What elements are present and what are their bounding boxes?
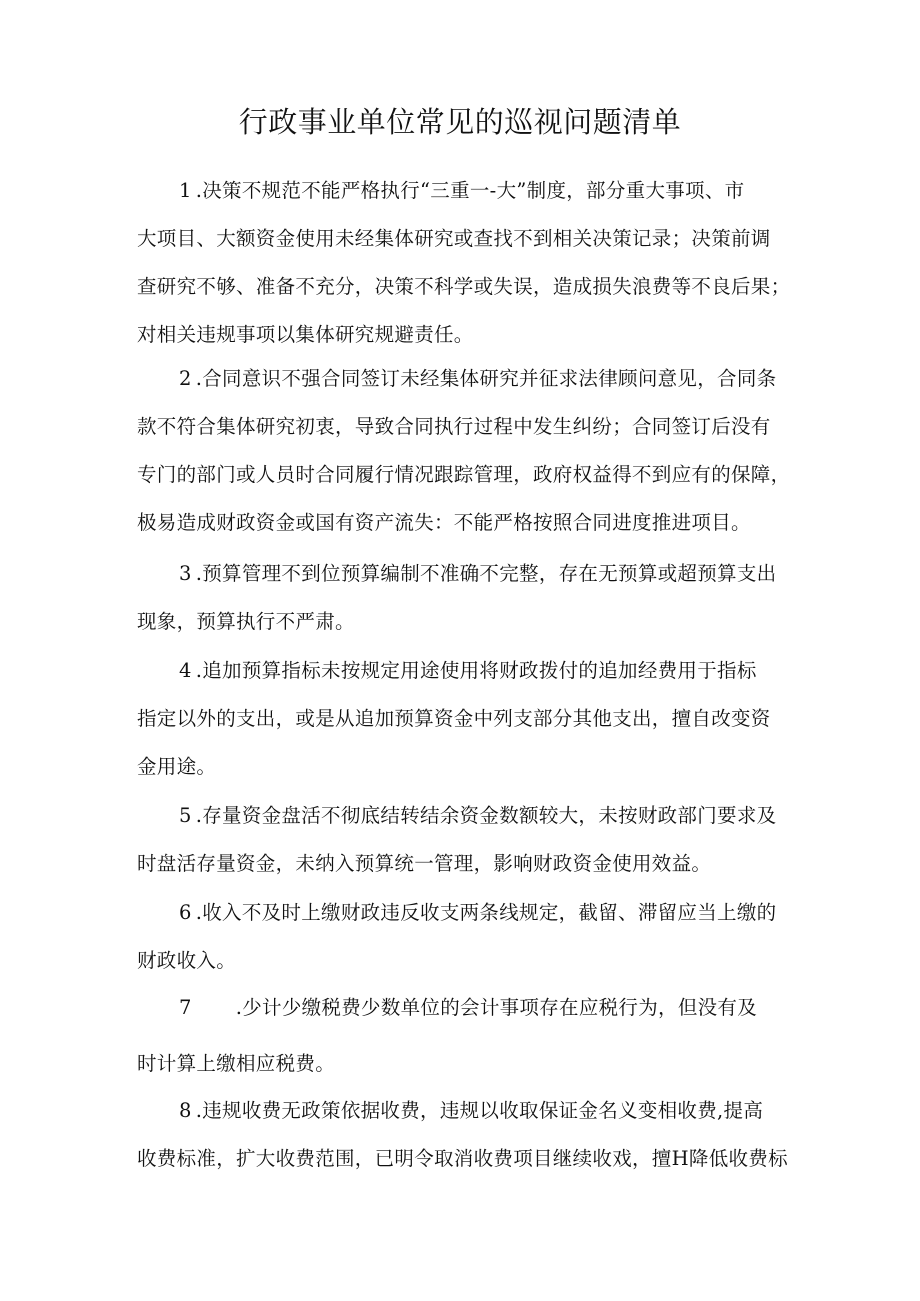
- item-line: 6 .收入不及时上缴财政违反收支两条线规定，截留、滞留应当上缴的: [137, 889, 797, 937]
- item-line: 收费标准，扩大收费范围，已明令取消收费项目继续收戏，擅H降低收费标: [137, 1147, 788, 1170]
- item-number: 1: [179, 179, 192, 202]
- list-item-6: [137, 889, 797, 985]
- item-line: 时计算上缴相应税费。: [137, 1052, 336, 1075]
- item-line: 现象，预算执行不严肃。: [137, 610, 355, 633]
- item-line: 查研究不够、准备不充分，决策不科学或失误，造成损失浪费等不良后果；: [137, 275, 791, 298]
- item-line: 财政收入。: [137, 949, 237, 972]
- item-line: 极易造成财政资金或国有资产流失：不能严格按照合同进度推进项目。: [137, 511, 751, 534]
- item-line: 2 .合同意识不强合同签订未经集体研究并征求法律顾问意见，合同条: [137, 355, 797, 403]
- item-line: 4 .追加预算指标未按规定用途使用将财政拨付的追加经费用于指标: [137, 647, 797, 695]
- item-number: 2: [179, 367, 192, 390]
- item-number: 6: [179, 901, 192, 924]
- item-number: 4: [179, 659, 192, 682]
- item-line: 大项目、大额资金使用未经集体研究或查找不到相关决策记录；决策前调: [137, 227, 771, 250]
- document-title: 行政事业单位常见的巡视问题清单: [238, 105, 682, 139]
- item-line: 7 .少计少缴税费少数单位的会计事项存在应税行为，但没有及: [137, 984, 797, 1032]
- item-line: 3 .预算管理不到位预算编制不准确不完整，存在无预算或超预算支出: [137, 550, 797, 598]
- list-item-1: [137, 167, 797, 359]
- item-line: 5 .存量资金盘活不彻底结转结余资金数额较大，未按财政部门要求及: [137, 792, 797, 840]
- item-number: 3: [179, 562, 192, 585]
- item-line: 专门的部门或人员时合同履行情况跟踪管理，政府权益得不到应有的保障，: [137, 463, 791, 486]
- item-line: 1 .决策不规范不能严格执行“三重一-大”制度，部分重大事项、市: [137, 167, 797, 215]
- item-number: 8: [179, 1099, 192, 1122]
- item-line: 8 .违规收费无政策依据收费，违规以收取保证金名义变相收费,提高: [137, 1087, 797, 1135]
- list-item-8: [137, 1087, 797, 1183]
- item-line: 时盘活存量资金，未纳入预算统一管理，影响财政资金使用效益。: [137, 852, 712, 875]
- item-number: 7: [179, 996, 192, 1019]
- item-line: 指定以外的支出，或是从追加预算资金中列支部分其他支出，擅自改变资: [137, 707, 771, 730]
- list-item-2: [137, 355, 797, 547]
- item-line: 对相关违规事项以集体研究规避责任。: [137, 323, 474, 346]
- list-item-3: [137, 550, 797, 646]
- list-item-7: [137, 984, 797, 1088]
- list-item-4: [137, 647, 797, 791]
- item-line: 款不符合集体研究初衷，导致合同执行过程中发生纠纷；合同签订后没有: [137, 415, 771, 438]
- item-number: 5: [179, 804, 192, 827]
- item-line: 金用途。: [137, 755, 217, 778]
- list-item-5: [137, 792, 797, 888]
